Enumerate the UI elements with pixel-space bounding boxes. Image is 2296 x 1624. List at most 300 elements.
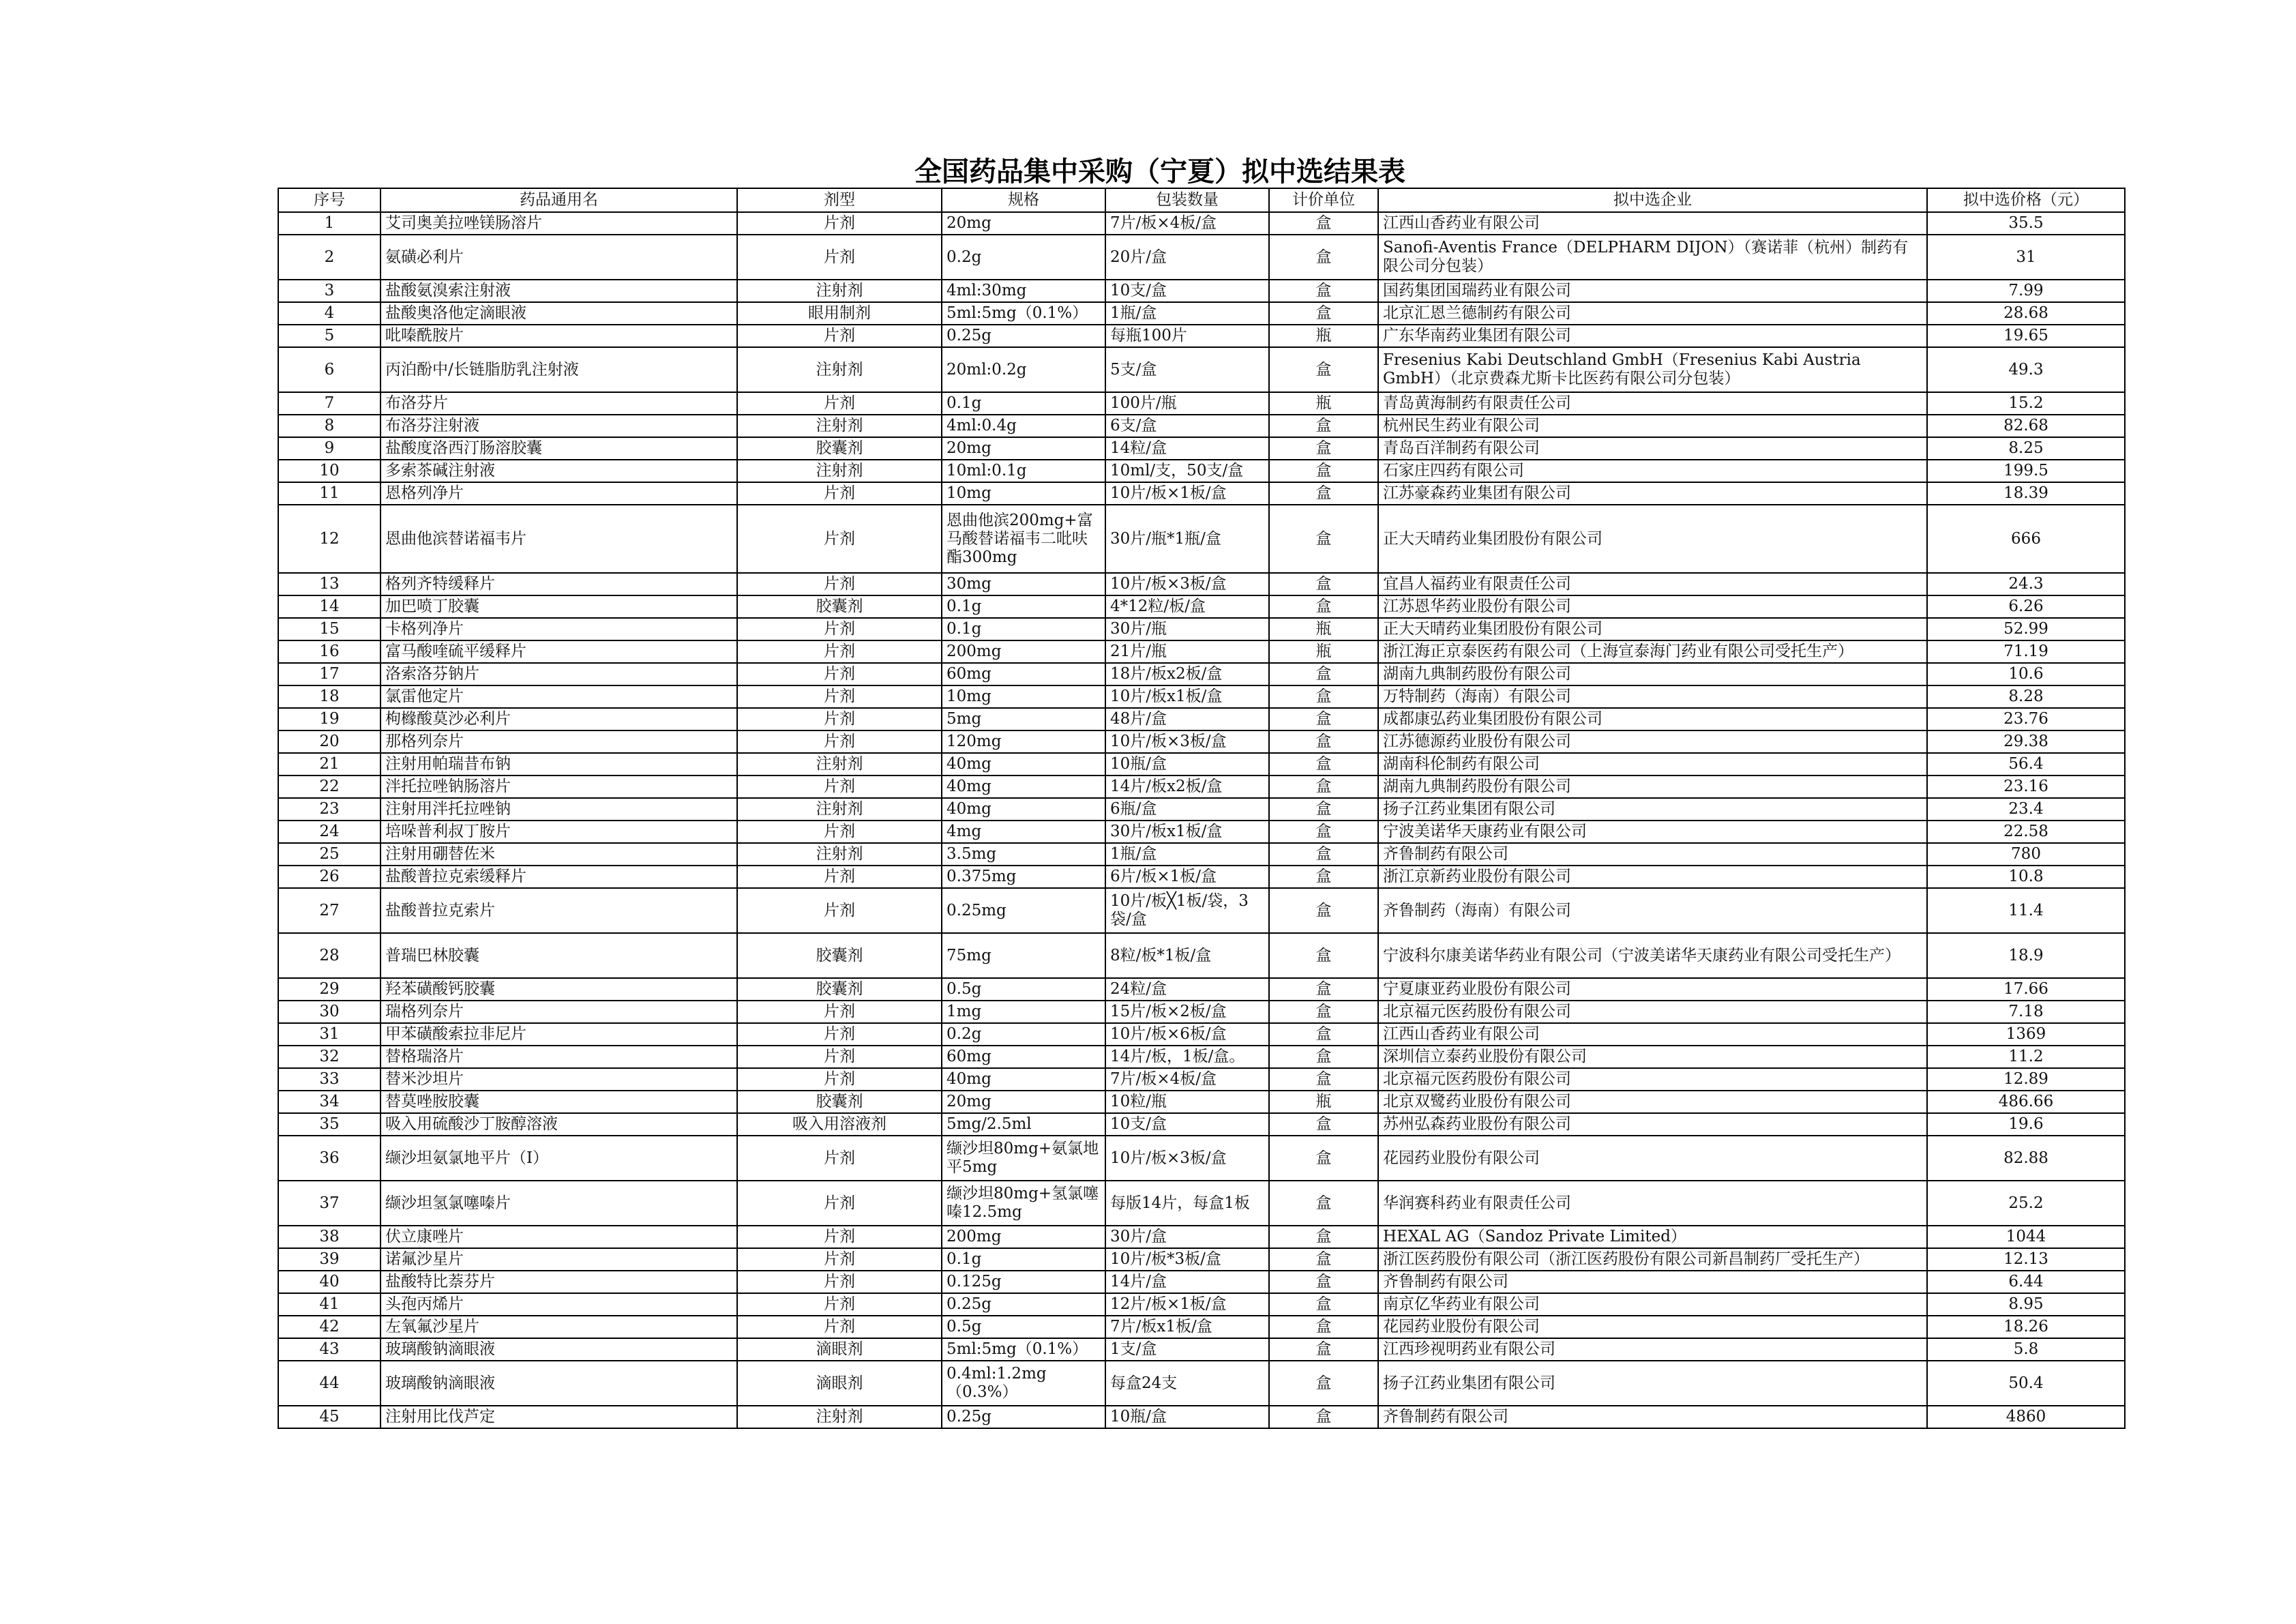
- cell-index: 32: [278, 1046, 381, 1068]
- cell-drug-name: 注射用比伐芦定: [381, 1406, 737, 1428]
- cell-package: 10ml/支，50支/盒: [1105, 460, 1269, 482]
- cell-unit: 瓶: [1269, 618, 1378, 640]
- cell-unit: 盒: [1269, 1136, 1378, 1181]
- cell-price: 780: [1927, 843, 2125, 866]
- cell-specification: 40mg: [942, 776, 1105, 798]
- table-row: [278, 347, 2125, 392]
- cell-package: 10片/板╳1板/袋，3袋/盒: [1105, 888, 1269, 933]
- cell-price: 28.68: [1927, 302, 2125, 325]
- cell-package: 10片/板x1板/盒: [1105, 685, 1269, 708]
- table-row: [278, 1248, 2125, 1271]
- col-header-dosage-form: 剂型: [737, 188, 942, 212]
- cell-index: 14: [278, 595, 381, 618]
- table-row: [278, 798, 2125, 821]
- cell-package: 4*12粒/板/盒: [1105, 595, 1269, 618]
- cell-package: 48片/盒: [1105, 708, 1269, 730]
- cell-company: 苏州弘森药业股份有限公司: [1378, 1113, 1927, 1136]
- cell-dosage-form: 眼用制剂: [737, 302, 942, 325]
- cell-unit: 盒: [1269, 866, 1378, 888]
- cell-price: 1044: [1927, 1226, 2125, 1248]
- table-row: [278, 415, 2125, 437]
- cell-drug-name: 多索茶碱注射液: [381, 460, 737, 482]
- cell-unit: 盒: [1269, 302, 1378, 325]
- cell-index: 25: [278, 843, 381, 866]
- cell-unit: 盒: [1269, 1226, 1378, 1248]
- cell-package: 14片/板，1板/盒。: [1105, 1046, 1269, 1068]
- cell-specification: 4ml:0.4g: [942, 415, 1105, 437]
- table-row: [278, 1023, 2125, 1046]
- cell-company: 齐鲁制药（海南）有限公司: [1378, 888, 1927, 933]
- cell-company: 齐鲁制药有限公司: [1378, 843, 1927, 866]
- table-row: [278, 1068, 2125, 1091]
- cell-index: 40: [278, 1271, 381, 1293]
- cell-specification: 5ml:5mg（0.1%）: [942, 302, 1105, 325]
- cell-company: 浙江医药股份有限公司（浙江医药股份有限公司新昌制药厂受托生产）: [1378, 1248, 1927, 1271]
- table-row: [278, 730, 2125, 753]
- cell-dosage-form: 片剂: [737, 888, 942, 933]
- cell-specification: 0.125g: [942, 1271, 1105, 1293]
- table-row: [278, 1271, 2125, 1293]
- cell-dosage-form: 片剂: [737, 1001, 942, 1023]
- table-row: [278, 302, 2125, 325]
- cell-unit: 盒: [1269, 573, 1378, 595]
- cell-price: 7.18: [1927, 1001, 2125, 1023]
- cell-package: 21片/瓶: [1105, 640, 1269, 663]
- cell-unit: 盒: [1269, 1046, 1378, 1068]
- cell-unit: 盒: [1269, 482, 1378, 505]
- cell-drug-name: 羟苯磺酸钙胶囊: [381, 978, 737, 1001]
- cell-package: 每瓶100片: [1105, 325, 1269, 347]
- cell-index: 35: [278, 1113, 381, 1136]
- cell-company: 杭州民生药业有限公司: [1378, 415, 1927, 437]
- cell-price: 18.9: [1927, 933, 2125, 978]
- cell-drug-name: 艾司奥美拉唑镁肠溶片: [381, 212, 737, 235]
- cell-price: 23.76: [1927, 708, 2125, 730]
- cell-company: 正大天晴药业集团股份有限公司: [1378, 618, 1927, 640]
- cell-drug-name: 注射用硼替佐米: [381, 843, 737, 866]
- cell-dosage-form: 注射剂: [737, 415, 942, 437]
- cell-price: 10.8: [1927, 866, 2125, 888]
- cell-specification: 0.25mg: [942, 888, 1105, 933]
- cell-drug-name: 盐酸特比萘芬片: [381, 1271, 737, 1293]
- cell-drug-name: 甲苯磺酸索拉非尼片: [381, 1023, 737, 1046]
- cell-drug-name: 替莫唑胺胶囊: [381, 1091, 737, 1113]
- cell-index: 26: [278, 866, 381, 888]
- cell-unit: 盒: [1269, 753, 1378, 776]
- table-row: [278, 1001, 2125, 1023]
- table-row: [278, 1226, 2125, 1248]
- cell-specification: 30mg: [942, 573, 1105, 595]
- cell-drug-name: 替格瑞洛片: [381, 1046, 737, 1068]
- cell-price: 23.16: [1927, 776, 2125, 798]
- cell-company: 成都康弘药业集团股份有限公司: [1378, 708, 1927, 730]
- cell-dosage-form: 注射剂: [737, 1406, 942, 1428]
- cell-dosage-form: 胶囊剂: [737, 595, 942, 618]
- table-row: [278, 753, 2125, 776]
- cell-company: 花园药业股份有限公司: [1378, 1316, 1927, 1338]
- cell-index: 20: [278, 730, 381, 753]
- cell-price: 12.13: [1927, 1248, 2125, 1271]
- cell-price: 29.38: [1927, 730, 2125, 753]
- cell-package: 15片/板×2板/盒: [1105, 1001, 1269, 1023]
- cell-drug-name: 盐酸普拉克索缓释片: [381, 866, 737, 888]
- cell-price: 4860: [1927, 1406, 2125, 1428]
- cell-dosage-form: 片剂: [737, 212, 942, 235]
- col-header-specification: 规格: [942, 188, 1105, 212]
- cell-package: 10片/板×1板/盒: [1105, 482, 1269, 505]
- cell-dosage-form: 滴眼剂: [737, 1338, 942, 1361]
- cell-drug-name: 格列齐特缓释片: [381, 573, 737, 595]
- cell-company: 扬子江药业集团有限公司: [1378, 1361, 1927, 1406]
- cell-dosage-form: 片剂: [737, 1293, 942, 1316]
- cell-specification: 4mg: [942, 821, 1105, 843]
- cell-specification: 120mg: [942, 730, 1105, 753]
- cell-package: 20片/盒: [1105, 235, 1269, 280]
- cell-specification: 40mg: [942, 753, 1105, 776]
- cell-specification: 0.1g: [942, 1248, 1105, 1271]
- cell-dosage-form: 片剂: [737, 1226, 942, 1248]
- cell-specification: 20mg: [942, 1091, 1105, 1113]
- cell-dosage-form: 片剂: [737, 1181, 942, 1226]
- table-row: [278, 1113, 2125, 1136]
- cell-index: 44: [278, 1361, 381, 1406]
- cell-dosage-form: 片剂: [737, 482, 942, 505]
- cell-specification: 缬沙坦80mg+氢氯噻嗪12.5mg: [942, 1181, 1105, 1226]
- cell-price: 49.3: [1927, 347, 2125, 392]
- cell-unit: 瓶: [1269, 325, 1378, 347]
- cell-dosage-form: 片剂: [737, 1023, 942, 1046]
- cell-company: 扬子江药业集团有限公司: [1378, 798, 1927, 821]
- cell-drug-name: 左氧氟沙星片: [381, 1316, 737, 1338]
- cell-package: 10支/盒: [1105, 280, 1269, 302]
- cell-dosage-form: 片剂: [737, 640, 942, 663]
- cell-price: 19.65: [1927, 325, 2125, 347]
- cell-package: 6瓶/盒: [1105, 798, 1269, 821]
- cell-company: 北京福元医药股份有限公司: [1378, 1068, 1927, 1091]
- cell-price: 19.6: [1927, 1113, 2125, 1136]
- cell-specification: 20ml:0.2g: [942, 347, 1105, 392]
- cell-package: 12片/板×1板/盒: [1105, 1293, 1269, 1316]
- table-row: [278, 708, 2125, 730]
- cell-unit: 盒: [1269, 1271, 1378, 1293]
- cell-unit: 盒: [1269, 1361, 1378, 1406]
- cell-package: 7片/板×4板/盒: [1105, 1068, 1269, 1091]
- cell-specification: 0.2g: [942, 1023, 1105, 1046]
- cell-price: 23.4: [1927, 798, 2125, 821]
- cell-package: 每版14片，每盒1板: [1105, 1181, 1269, 1226]
- cell-specification: 0.1g: [942, 392, 1105, 415]
- cell-index: 6: [278, 347, 381, 392]
- cell-price: 199.5: [1927, 460, 2125, 482]
- cell-unit: 盒: [1269, 708, 1378, 730]
- cell-company: 江西山香药业有限公司: [1378, 1023, 1927, 1046]
- cell-package: 30片/瓶*1瓶/盒: [1105, 505, 1269, 573]
- cell-company: 青岛黄海制药有限责任公司: [1378, 392, 1927, 415]
- cell-price: 7.99: [1927, 280, 2125, 302]
- cell-package: 14片/盒: [1105, 1271, 1269, 1293]
- cell-package: 10片/板×3板/盒: [1105, 1136, 1269, 1181]
- cell-company: 正大天晴药业集团股份有限公司: [1378, 505, 1927, 573]
- cell-drug-name: 注射用帕瑞昔布钠: [381, 753, 737, 776]
- cell-drug-name: 恩格列净片: [381, 482, 737, 505]
- cell-unit: 盒: [1269, 933, 1378, 978]
- cell-price: 11.4: [1927, 888, 2125, 933]
- cell-drug-name: 替米沙坦片: [381, 1068, 737, 1091]
- cell-specification: 缬沙坦80mg+氨氯地平5mg: [942, 1136, 1105, 1181]
- cell-unit: 盒: [1269, 1113, 1378, 1136]
- cell-package: 8粒/板*1板/盒: [1105, 933, 1269, 978]
- cell-company: 齐鲁制药有限公司: [1378, 1406, 1927, 1428]
- cell-company: 北京汇恩兰德制药有限公司: [1378, 302, 1927, 325]
- cell-dosage-form: 片剂: [737, 866, 942, 888]
- cell-index: 7: [278, 392, 381, 415]
- cell-index: 3: [278, 280, 381, 302]
- cell-index: 42: [278, 1316, 381, 1338]
- cell-dosage-form: 吸入用溶液剂: [737, 1113, 942, 1136]
- cell-unit: 盒: [1269, 663, 1378, 685]
- cell-company: 国药集团国瑞药业有限公司: [1378, 280, 1927, 302]
- table-row: [278, 1136, 2125, 1181]
- document-title: 全国药品集中采购（宁夏）拟中选结果表: [914, 156, 1405, 188]
- cell-drug-name: 玻璃酸钠滴眼液: [381, 1338, 737, 1361]
- cell-company: 青岛百洋制药有限公司: [1378, 437, 1927, 460]
- cell-dosage-form: 注射剂: [737, 753, 942, 776]
- cell-package: 14片/板x2板/盒: [1105, 776, 1269, 798]
- cell-company: Fresenius Kabi Deutschland GmbH（Fresenius Kabi Austria GmbH）（北京费森尤斯卡比医药有限公司分包装）: [1378, 347, 1927, 392]
- cell-package: 10片/板×6板/盒: [1105, 1023, 1269, 1046]
- cell-dosage-form: 注射剂: [737, 460, 942, 482]
- cell-drug-name: 盐酸氨溴索注射液: [381, 280, 737, 302]
- table-row: [278, 1046, 2125, 1068]
- cell-price: 12.89: [1927, 1068, 2125, 1091]
- table-row: [278, 933, 2125, 978]
- cell-company: 宜昌人福药业有限责任公司: [1378, 573, 1927, 595]
- cell-index: 18: [278, 685, 381, 708]
- cell-specification: 20mg: [942, 212, 1105, 235]
- cell-company: HEXAL AG（Sandoz Private Limited）: [1378, 1226, 1927, 1248]
- cell-drug-name: 吸入用硫酸沙丁胺醇溶液: [381, 1113, 737, 1136]
- cell-unit: 盒: [1269, 1406, 1378, 1428]
- table-row: [278, 1293, 2125, 1316]
- cell-package: 30片/盒: [1105, 1226, 1269, 1248]
- cell-specification: 0.25g: [942, 1406, 1105, 1428]
- cell-dosage-form: 片剂: [737, 1068, 942, 1091]
- cell-unit: 盒: [1269, 1023, 1378, 1046]
- cell-index: 30: [278, 1001, 381, 1023]
- cell-specification: 10ml:0.1g: [942, 460, 1105, 482]
- cell-dosage-form: 片剂: [737, 1046, 942, 1068]
- cell-specification: 5mg: [942, 708, 1105, 730]
- cell-package: 10粒/瓶: [1105, 1091, 1269, 1113]
- cell-price: 25.2: [1927, 1181, 2125, 1226]
- table-row: [278, 776, 2125, 798]
- cell-specification: 75mg: [942, 933, 1105, 978]
- cell-specification: 40mg: [942, 1068, 1105, 1091]
- table-row: [278, 1181, 2125, 1226]
- cell-package: 10支/盒: [1105, 1113, 1269, 1136]
- cell-price: 17.66: [1927, 978, 2125, 1001]
- cell-specification: 0.2g: [942, 235, 1105, 280]
- cell-dosage-form: 片剂: [737, 1136, 942, 1181]
- cell-unit: 盒: [1269, 843, 1378, 866]
- cell-drug-name: 丙泊酚中/长链脂肪乳注射液: [381, 347, 737, 392]
- table-row: [278, 235, 2125, 280]
- cell-drug-name: 氨磺必利片: [381, 235, 737, 280]
- table-row: [278, 1338, 2125, 1361]
- cell-price: 6.44: [1927, 1271, 2125, 1293]
- cell-dosage-form: 片剂: [737, 325, 942, 347]
- cell-index: 24: [278, 821, 381, 843]
- cell-index: 22: [278, 776, 381, 798]
- cell-index: 27: [278, 888, 381, 933]
- cell-company: 齐鲁制药有限公司: [1378, 1271, 1927, 1293]
- cell-index: 15: [278, 618, 381, 640]
- cell-index: 38: [278, 1226, 381, 1248]
- cell-unit: 盒: [1269, 730, 1378, 753]
- cell-specification: 0.375mg: [942, 866, 1105, 888]
- cell-specification: 5mg/2.5ml: [942, 1113, 1105, 1136]
- cell-price: 1369: [1927, 1023, 2125, 1046]
- cell-unit: 盒: [1269, 415, 1378, 437]
- cell-price: 24.3: [1927, 573, 2125, 595]
- cell-price: 15.2: [1927, 392, 2125, 415]
- cell-index: 29: [278, 978, 381, 1001]
- table-row: [278, 437, 2125, 460]
- cell-index: 10: [278, 460, 381, 482]
- cell-package: 18片/板x2板/盒: [1105, 663, 1269, 685]
- cell-price: 52.99: [1927, 618, 2125, 640]
- table-row: [278, 1406, 2125, 1428]
- cell-dosage-form: 注射剂: [737, 280, 942, 302]
- col-header-company: 拟中选企业: [1378, 188, 1927, 212]
- cell-index: 33: [278, 1068, 381, 1091]
- cell-drug-name: 那格列奈片: [381, 730, 737, 753]
- cell-specification: 200mg: [942, 640, 1105, 663]
- cell-package: 1瓶/盒: [1105, 302, 1269, 325]
- col-header-package: 包装数量: [1105, 188, 1269, 212]
- cell-unit: 盒: [1269, 1001, 1378, 1023]
- cell-specification: 1mg: [942, 1001, 1105, 1023]
- cell-price: 18.39: [1927, 482, 2125, 505]
- cell-unit: 盒: [1269, 460, 1378, 482]
- cell-specification: 0.25g: [942, 325, 1105, 347]
- cell-specification: 0.4ml:1.2mg（0.3%）: [942, 1361, 1105, 1406]
- cell-package: 1支/盒: [1105, 1338, 1269, 1361]
- cell-dosage-form: 片剂: [737, 708, 942, 730]
- cell-unit: 盒: [1269, 685, 1378, 708]
- header-row: [278, 188, 2125, 212]
- cell-price: 82.68: [1927, 415, 2125, 437]
- cell-dosage-form: 胶囊剂: [737, 1091, 942, 1113]
- table-row: [278, 280, 2125, 302]
- cell-package: 30片/瓶: [1105, 618, 1269, 640]
- table-row: [278, 392, 2125, 415]
- table-header: [278, 188, 2125, 212]
- cell-unit: 盒: [1269, 821, 1378, 843]
- cell-price: 35.5: [1927, 212, 2125, 235]
- cell-drug-name: 普瑞巴林胶囊: [381, 933, 737, 978]
- table-row: [278, 573, 2125, 595]
- cell-index: 4: [278, 302, 381, 325]
- cell-drug-name: 瑞格列奈片: [381, 1001, 737, 1023]
- cell-drug-name: 富马酸喹硫平缓释片: [381, 640, 737, 663]
- cell-drug-name: 头孢丙烯片: [381, 1293, 737, 1316]
- cell-company: 江西珍视明药业有限公司: [1378, 1338, 1927, 1361]
- cell-price: 11.2: [1927, 1046, 2125, 1068]
- cell-specification: 10mg: [942, 685, 1105, 708]
- cell-drug-name: 伏立康唑片: [381, 1226, 737, 1248]
- cell-price: 22.58: [1927, 821, 2125, 843]
- cell-drug-name: 布洛芬片: [381, 392, 737, 415]
- cell-index: 43: [278, 1338, 381, 1361]
- cell-dosage-form: 片剂: [737, 392, 942, 415]
- cell-specification: 0.5g: [942, 1316, 1105, 1338]
- table-row: [278, 685, 2125, 708]
- cell-index: 37: [278, 1181, 381, 1226]
- cell-unit: 盒: [1269, 437, 1378, 460]
- cell-price: 56.4: [1927, 753, 2125, 776]
- table-row: [278, 640, 2125, 663]
- cell-package: 100片/瓶: [1105, 392, 1269, 415]
- cell-dosage-form: 注射剂: [737, 843, 942, 866]
- col-header-drug-name: 药品通用名: [381, 188, 737, 212]
- cell-price: 82.88: [1927, 1136, 2125, 1181]
- cell-index: 8: [278, 415, 381, 437]
- cell-drug-name: 培哚普利叔丁胺片: [381, 821, 737, 843]
- cell-company: 江苏恩华药业股份有限公司: [1378, 595, 1927, 618]
- cell-drug-name: 玻璃酸钠滴眼液: [381, 1361, 737, 1406]
- cell-company: 万特制药（海南）有限公司: [1378, 685, 1927, 708]
- cell-unit: 瓶: [1269, 392, 1378, 415]
- cell-specification: 40mg: [942, 798, 1105, 821]
- cell-unit: 盒: [1269, 595, 1378, 618]
- col-header-price: 拟中选价格（元）: [1927, 188, 2125, 212]
- cell-dosage-form: 片剂: [737, 1316, 942, 1338]
- cell-dosage-form: 胶囊剂: [737, 933, 942, 978]
- cell-company: 石家庄四药有限公司: [1378, 460, 1927, 482]
- results-table: [278, 188, 2126, 1429]
- col-header-unit: 计价单位: [1269, 188, 1378, 212]
- cell-unit: 盒: [1269, 1316, 1378, 1338]
- cell-package: 6支/盒: [1105, 415, 1269, 437]
- cell-index: 21: [278, 753, 381, 776]
- cell-unit: 盒: [1269, 1068, 1378, 1091]
- cell-index: 5: [278, 325, 381, 347]
- cell-dosage-form: 片剂: [737, 663, 942, 685]
- cell-index: 17: [278, 663, 381, 685]
- cell-dosage-form: 片剂: [737, 618, 942, 640]
- cell-drug-name: 加巴喷丁胶囊: [381, 595, 737, 618]
- cell-unit: 盒: [1269, 347, 1378, 392]
- cell-company: 宁波科尔康美诺华药业有限公司（宁波美诺华天康药业有限公司受托生产）: [1378, 933, 1927, 978]
- cell-company: Sanofi-Aventis France（DELPHARM DIJON）（赛诺菲（杭州）制药有限公司分包装）: [1378, 235, 1927, 280]
- cell-price: 5.8: [1927, 1338, 2125, 1361]
- cell-package: 10瓶/盒: [1105, 1406, 1269, 1428]
- cell-package: 10片/板×3板/盒: [1105, 730, 1269, 753]
- cell-drug-name: 洛索洛芬钠片: [381, 663, 737, 685]
- cell-specification: 0.1g: [942, 618, 1105, 640]
- cell-company: 宁夏康亚药业股份有限公司: [1378, 978, 1927, 1001]
- table-row: [278, 821, 2125, 843]
- cell-index: 39: [278, 1248, 381, 1271]
- cell-index: 41: [278, 1293, 381, 1316]
- cell-dosage-form: 片剂: [737, 505, 942, 573]
- cell-dosage-form: 滴眼剂: [737, 1361, 942, 1406]
- cell-unit: 盒: [1269, 1181, 1378, 1226]
- cell-index: 11: [278, 482, 381, 505]
- cell-unit: 盒: [1269, 212, 1378, 235]
- cell-index: 16: [278, 640, 381, 663]
